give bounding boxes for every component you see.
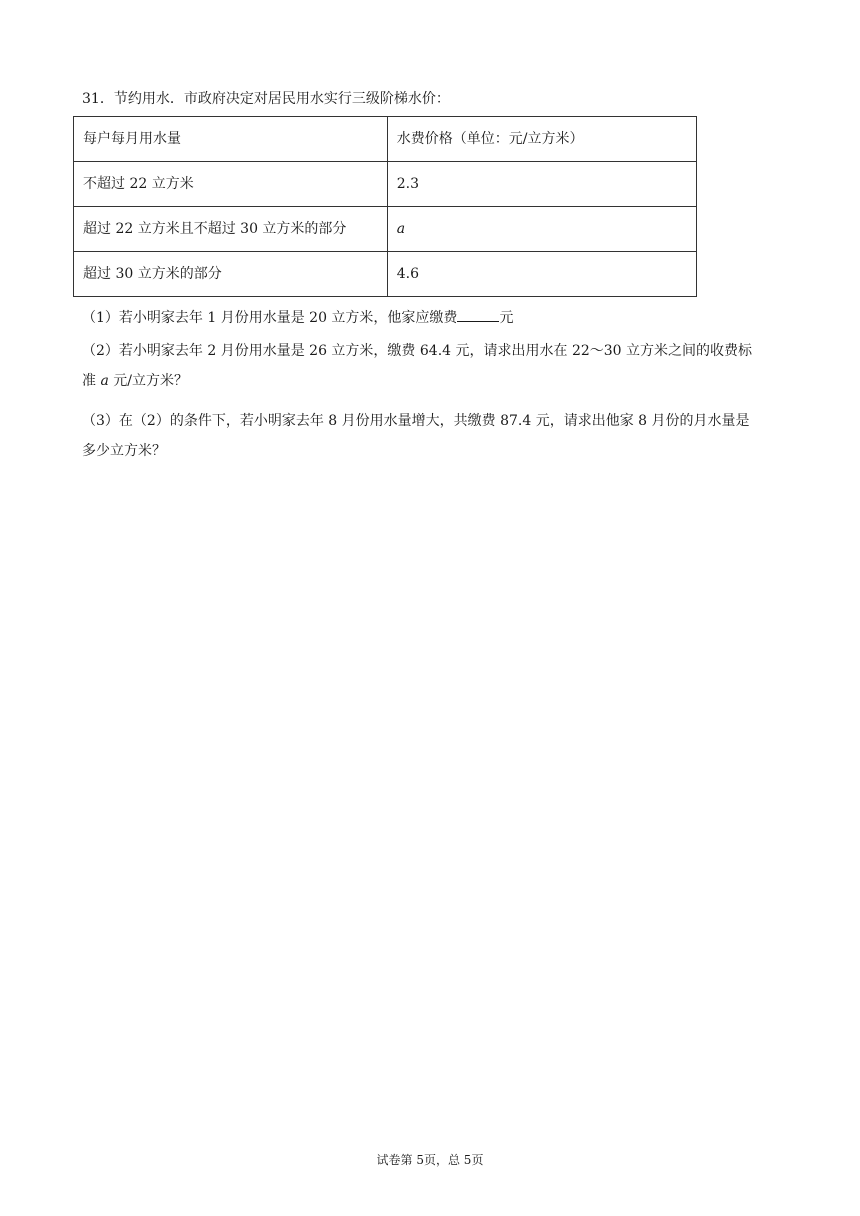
table-header-row — [74, 117, 697, 162]
sub-question-1-unit: 元 — [499, 310, 514, 326]
sub-question-3 — [82, 406, 782, 466]
sub-question-3-line1: （3）在（2）的条件下，若小明家去年 8 月份用水量增大，共缴费 87.4 元，请求出他家 8 月份的月水量是 — [82, 413, 750, 429]
variable-a: a — [100, 373, 109, 389]
page-footer: 试卷第 5页，总 5页 — [376, 1153, 484, 1167]
table-header-usage: 每户每月用水量 — [74, 117, 388, 162]
table-header-price: 水费价格（单位：元/立方米） — [387, 117, 696, 162]
table-cell-price: 2.3 — [387, 162, 696, 207]
table-row — [74, 252, 697, 297]
sub-question-1 — [82, 307, 513, 329]
table-cell-usage: 不超过 22 立方米 — [74, 162, 388, 207]
sub-question-2 — [82, 336, 782, 396]
table-cell-usage: 超过 22 立方米且不超过 30 立方米的部分 — [74, 207, 388, 252]
sub-question-2-line2 — [82, 366, 782, 396]
table-row — [74, 162, 697, 207]
table-row — [74, 207, 697, 252]
table-cell-usage: 超过 30 立方米的部分 — [74, 252, 388, 297]
sub-question-2-suffix: 元/立方米？ — [108, 373, 188, 389]
sub-question-2-prefix: 准 — [82, 373, 101, 389]
water-price-table — [73, 116, 697, 297]
sub-question-3-line2: 多少立方米？ — [82, 443, 166, 459]
sub-question-1-text: （1）若小明家去年 1 月份用水量是 20 立方米，他家应缴费 — [82, 310, 458, 326]
sub-question-2-line1: （2）若小明家去年 2 月份用水量是 26 立方米，缴费 64.4 元，请求出用水在 22～30 立方米之间的收费标 — [82, 343, 753, 359]
answer-blank — [457, 307, 499, 322]
question-title: 31．节约用水．市政府决定对居民用水实行三级阶梯水价： — [82, 91, 450, 107]
table-cell-price: 4.6 — [387, 252, 696, 297]
table-cell-price: a — [387, 207, 696, 252]
